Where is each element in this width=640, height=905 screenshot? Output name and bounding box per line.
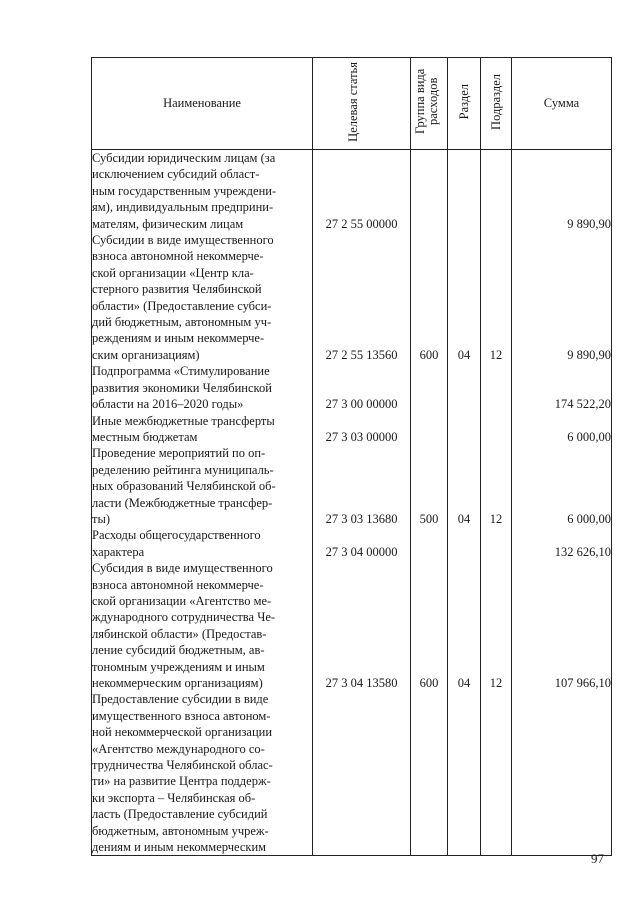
row-subsection	[481, 691, 512, 856]
row-group: 600	[411, 560, 448, 691]
row-target-code: 27 3 00 00000	[313, 363, 411, 412]
row-section	[448, 527, 481, 560]
table-row	[92, 232, 612, 363]
row-name-line: ределению рейтинга муниципаль-	[92, 462, 274, 477]
header-name: Наименование	[92, 58, 313, 150]
row-name-line: Субсидии юридическим лицам (за	[92, 151, 276, 165]
row-sum: 9 890,90	[512, 150, 612, 233]
row-subsection: 12	[481, 445, 512, 527]
row-name-line: исключением субсидий област-	[92, 167, 260, 182]
row-target-code: 27 3 04 13580	[313, 560, 411, 691]
row-group	[411, 413, 448, 446]
table-row	[92, 527, 612, 560]
row-subsection: 12	[481, 560, 512, 691]
row-name-line: ской организации «Центр кла-	[92, 265, 254, 280]
row-name	[92, 232, 313, 363]
row-name-line: стерного развития Челябинской	[92, 282, 262, 297]
row-name-line: Иные межбюджетные трансферты	[92, 413, 275, 428]
row-section: 04	[448, 232, 481, 363]
row-name-line: дениям и иным некоммерческим	[92, 840, 267, 855]
row-subsection: 12	[481, 232, 512, 363]
row-name-line: Субсидия в виде имущественного	[92, 561, 273, 576]
row-name-line: ским организациям)	[92, 347, 200, 362]
row-name-line: ской организации «Агентство ме-	[92, 593, 272, 608]
row-sum: 174 522,20	[512, 363, 612, 412]
row-name-line: ждународного сотрудничества Че-	[92, 610, 276, 625]
table-row	[92, 445, 612, 527]
row-name-line: бюджетным, автономным учреж-	[92, 823, 269, 838]
row-section	[448, 150, 481, 233]
row-name-line: ным государственным учреждени-	[92, 183, 277, 198]
row-subsection	[481, 413, 512, 446]
row-name-line: ты)	[92, 511, 111, 526]
header-subsection: Подраздел	[481, 58, 512, 150]
row-sum: 107 966,10	[512, 560, 612, 691]
row-name-line: ям), индивидуальным предприни-	[92, 200, 274, 215]
row-name-line: ки экспорта – Челябинская об-	[92, 790, 256, 805]
row-section	[448, 413, 481, 446]
row-name-line: реждениям и иным некоммерче-	[92, 331, 265, 346]
row-name-line: местным бюджетам	[92, 429, 198, 444]
row-name	[92, 150, 313, 233]
row-name-line: лябинской области» (Предостав-	[92, 626, 267, 641]
row-name-line: ление субсидий бюджетным, ав-	[92, 643, 265, 658]
table-row	[92, 413, 612, 446]
table-header-row	[92, 58, 612, 150]
row-group	[411, 150, 448, 233]
row-name	[92, 560, 313, 691]
row-name-line: Расходы общегосударственного	[92, 528, 261, 543]
row-name-line: Подпрограмма «Стимулирование	[92, 364, 270, 379]
row-name-line: ной некоммерческой организации	[92, 725, 273, 740]
row-name-line: тономным учреждениям и иным	[92, 659, 265, 674]
row-name	[92, 527, 313, 560]
row-name-line: Проведение мероприятий по оп-	[92, 446, 266, 461]
row-section: 04	[448, 445, 481, 527]
row-sum: 9 890,90	[512, 232, 612, 363]
row-target-code	[313, 691, 411, 856]
row-name-line: «Агентство международного со-	[92, 741, 265, 756]
table-row	[92, 560, 612, 691]
row-name-line: ти» на развитие Центра поддерж-	[92, 774, 271, 789]
row-name-line: Субсидии в виде имущественного	[92, 233, 274, 248]
header-section: Раздел	[448, 58, 481, 150]
row-name-line: области» (Предоставление субси-	[92, 298, 272, 313]
row-name-line: взноса автономной некоммерче-	[92, 249, 264, 264]
row-sum: 132 626,10	[512, 527, 612, 560]
row-sum: 6 000,00	[512, 445, 612, 527]
row-name	[92, 413, 313, 446]
row-name-line: ных образований Челябинской об-	[92, 479, 276, 494]
row-subsection	[481, 150, 512, 233]
row-subsection	[481, 363, 512, 412]
row-section: 04	[448, 560, 481, 691]
budget-table	[91, 57, 612, 856]
row-name-line: некоммерческим организациям)	[92, 676, 263, 690]
row-target-code: 27 2 55 13560	[313, 232, 411, 363]
header-target: Целевая статья	[313, 58, 411, 150]
row-group: 500	[411, 445, 448, 527]
row-sum: 6 000,00	[512, 413, 612, 446]
row-group: 600	[411, 232, 448, 363]
row-subsection	[481, 527, 512, 560]
table-body	[92, 150, 612, 856]
table-row	[92, 363, 612, 412]
row-section	[448, 363, 481, 412]
table-row	[92, 691, 612, 856]
row-name-line: характера	[92, 544, 145, 559]
row-name-line: взноса автономной некоммерче-	[92, 577, 264, 592]
row-name-line: имущественного взноса автоном-	[92, 708, 271, 723]
row-name-line: мателям, физическим лицам	[92, 216, 244, 231]
row-name-line: Предоставление субсидии в виде	[92, 692, 269, 707]
row-name-line: области на 2016–2020 годы»	[92, 397, 244, 412]
row-target-code: 27 3 03 00000	[313, 413, 411, 446]
row-name	[92, 363, 313, 412]
row-name-line: ласть (Предоставление субсидий	[92, 807, 268, 822]
header-sum: Сумма	[512, 58, 612, 150]
row-group	[411, 527, 448, 560]
row-sum	[512, 691, 612, 856]
row-name-line: дий бюджетным, автономным уч-	[92, 315, 272, 330]
row-group	[411, 691, 448, 856]
row-name-line: развития экономики Челябинской	[92, 380, 272, 395]
page-number: 97	[591, 851, 604, 866]
row-section	[448, 691, 481, 856]
row-group	[411, 363, 448, 412]
row-target-code: 27 2 55 00000	[313, 150, 411, 233]
row-target-code: 27 3 04 00000	[313, 527, 411, 560]
row-target-code: 27 3 03 13680	[313, 445, 411, 527]
row-name	[92, 445, 313, 527]
table-row	[92, 150, 612, 233]
row-name-line: ласти (Межбюджетные трансфер-	[92, 495, 273, 510]
row-name	[92, 691, 313, 856]
row-name-line: трудничества Челябинской облас-	[92, 758, 273, 773]
header-group: Группа вида расходов	[411, 58, 448, 150]
